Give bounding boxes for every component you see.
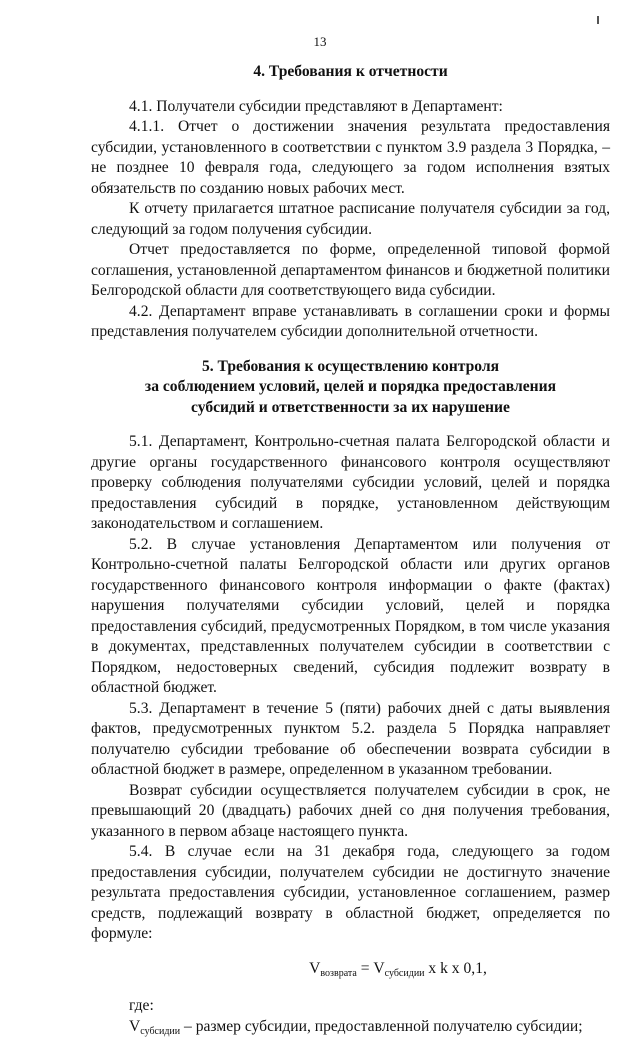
scan-mark <box>597 16 599 24</box>
def-symbol: V <box>129 1018 140 1035</box>
paragraph-5-3-return: Возврат субсидии осуществляется получателем субсидии в срок, не превышающий 20 (двадцать) рабочих дней со дня получения требования, указанного в первом абзаце настоящего пункта. <box>91 781 610 843</box>
page-number: 13 <box>0 34 640 50</box>
formula-rhs: V <box>373 960 384 977</box>
formula-tail: x k x 0,1, <box>425 960 487 977</box>
paragraph-4-1-1-form: Отчет предоставляется по форме, определенной типовой формой соглашения, установленной департаментом финансов и бюджетной политики Белгородской области для соответствующего вида субсидии. <box>91 240 610 302</box>
paragraph-5-4: 5.4. В случае если на 31 декабря года, следующего за годом предоставления субсидии, получателем субсидии не достигнуто значение результата предоставления субсидии, установленное соглашением, размер средств, подлежащий возврату в областной бюджет, определяется по формуле: <box>91 842 610 945</box>
definition-v-subsidy <box>91 1017 610 1042</box>
formula-lhs-sub: возврата <box>320 968 356 979</box>
paragraph-5-1: 5.1. Департамент, Контрольно-счетная палата Белгородской области и другие органы государственного финансового контроля осуществляют проверку соблюдения получателями субсидии условий, целей и порядка предоставления субсидий в порядке, установленном действующим законодательством и соглашением. <box>91 432 610 535</box>
def-text: – размер субсидии, предоставленной получателю субсидии; <box>180 1018 582 1035</box>
document-body <box>91 62 610 1042</box>
where-label: где: <box>91 996 610 1017</box>
paragraph-4-2: 4.2. Департамент вправе устанавливать в соглашении сроки и формы представления получателем субсидии дополнительной отчетности. <box>91 302 610 343</box>
paragraph-4-1: 4.1. Получатели субсидии представляют в Департамент: <box>91 97 610 118</box>
formula-rhs-sub: субсидии <box>385 968 425 979</box>
section-4-title: 4. Требования к отчетности <box>91 62 610 83</box>
paragraph-4-1-1: 4.1.1. Отчет о достижении значения результата предоставления субсидии, установленного в соответствии с пунктом 3.9 раздела 3 Порядка, – не позднее 10 февраля года, следующего за годом исполнения взятых обязательств по созданию новых рабочих мест. <box>91 117 610 199</box>
paragraph-5-3: 5.3. Департамент в течение 5 (пяти) рабочих дней с даты выявления фактов, предусмотренных пунктом 5.2. раздела 5 Порядка направляет получателю субсидии требование об обеспечении возврата субсидии в областной бюджет в размере, определенном в указанном требовании. <box>91 699 610 781</box>
formula <box>91 959 610 985</box>
section-5-title-line-3: субсидий и ответственности за их нарушение <box>91 398 610 419</box>
paragraph-4-1-1-attachment: К отчету прилагается штатное расписание получателя субсидии за год, следующий за годом получения субсидии. <box>91 199 610 240</box>
formula-eq: = <box>357 960 374 977</box>
def-symbol-sub: субсидии <box>140 1026 180 1037</box>
section-5-title-line-1: 5. Требования к осуществлению контроля <box>91 357 610 378</box>
paragraph-5-2: 5.2. В случае установления Департаментом или получения от Контрольно-счетной палаты Белгородской области или других органов государственного финансового контроля информации о факте (фактах) нарушения получателями субсидии условий, целей и порядка предоставления субсидий, предусмотренных Порядком, в том числе указания в документах, представленных получателем субсидии в соответствии с Порядком, недостоверных сведений, субсидия подлежит возврату в областной бюджет. <box>91 535 610 699</box>
formula-lhs: V <box>309 960 320 977</box>
section-5-title-line-2: за соблюдением условий, целей и порядка предоставления <box>91 377 610 398</box>
